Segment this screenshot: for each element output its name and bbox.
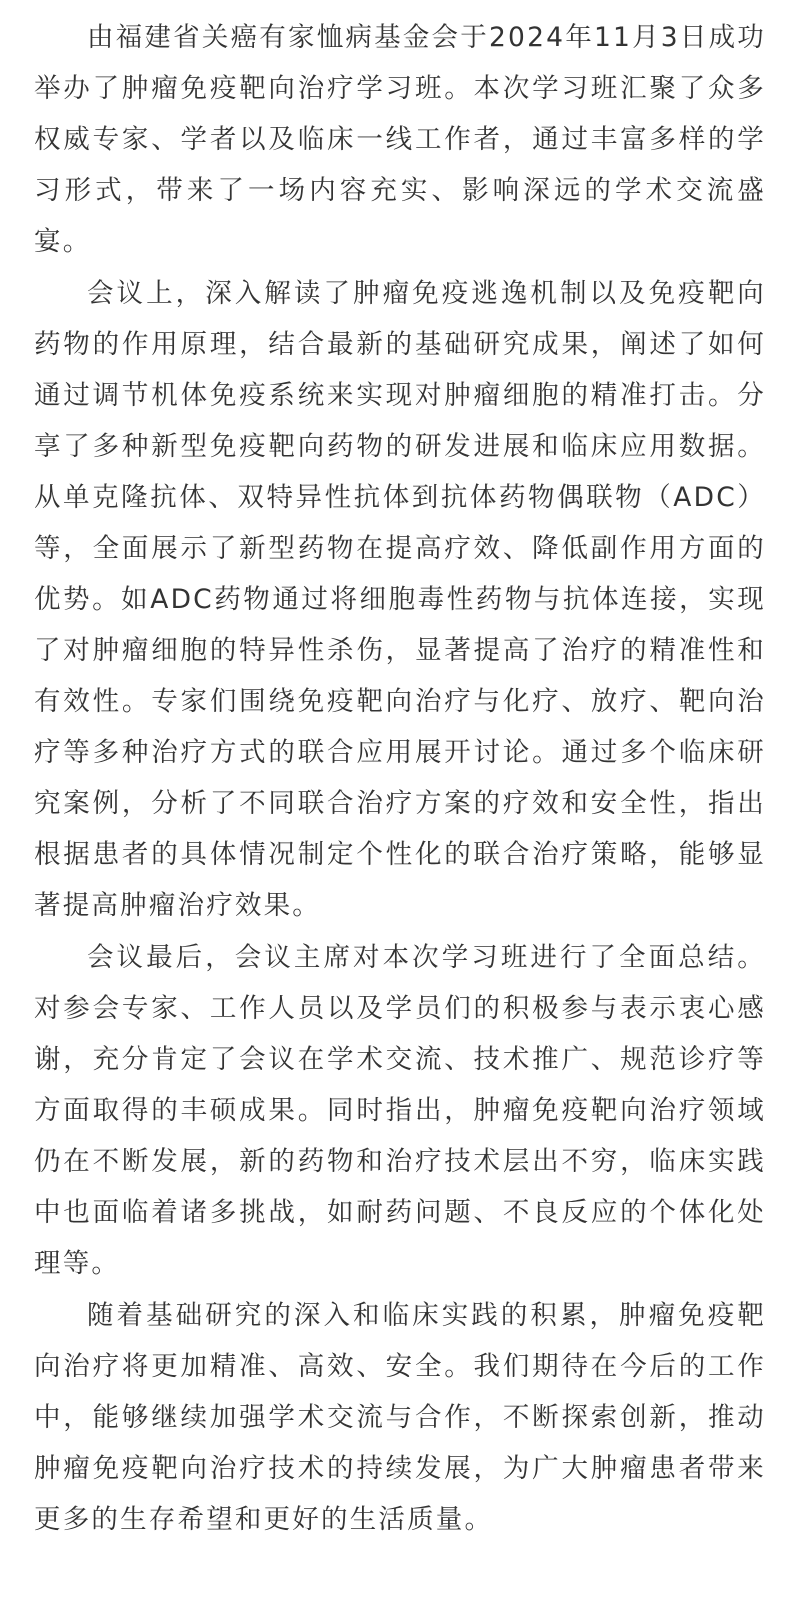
- article-body: [34, 12, 766, 1545]
- paragraph-outlook: 随着基础研究的深入和临床实践的积累，肿瘤免疫靶向治疗将更加精准、高效、安全。我们期待在今后的工作中，能够继续加强学术交流与合作，不断探索创新，推动肿瘤免疫靶向治疗技术的持续发展，为广大肿瘤患者带来更多的生存希望和更好的生活质量。: [34, 1300, 766, 1535]
- paragraph-intro: 由福建省关癌有家恤病基金会于2024年11月3日成功举办了肿瘤免疫靶向治疗学习班。本次学习班汇聚了众多权威专家、学者以及临床一线工作者，通过丰富多样的学习形式，带来了一场内容充实、影响深远的学术交流盛宴。: [34, 22, 766, 257]
- paragraph-meeting-content: 会议上，深入解读了肿瘤免疫逃逸机制以及免疫靶向药物的作用原理，结合最新的基础研究成果，阐述了如何通过调节机体免疫系统来实现对肿瘤细胞的精准打击。分享了多种新型免疫靶向药物的研发进展和临床应用数据。从单克隆抗体、双特异性抗体到抗体药物偶联物（ADC）等，全面展示了新型药物在提高疗效、降低副作用方面的优势。如ADC药物通过将细胞毒性药物与抗体连接，实现了对肿瘤细胞的特异性杀伤，显著提高了治疗的精准性和有效性。专家们围绕免疫靶向治疗与化疗、放疗、靶向治疗等多种治疗方式的联合应用展开讨论。通过多个临床研究案例，分析了不同联合治疗方案的疗效和安全性，指出根据患者的具体情况制定个性化的联合治疗策略，能够显著提高肿瘤治疗效果。: [34, 278, 766, 921]
- paragraph-summary: 会议最后，会议主席对本次学习班进行了全面总结。对参会专家、工作人员以及学员们的积极参与表示衷心感谢，充分肯定了会议在学术交流、技术推广、规范诊疗等方面取得的丰硕成果。同时指出，肿瘤免疫靶向治疗领域仍在不断发展，新的药物和治疗技术层出不穷，临床实践中也面临着诸多挑战，如耐药问题、不良反应的个体化处理等。: [34, 942, 766, 1279]
